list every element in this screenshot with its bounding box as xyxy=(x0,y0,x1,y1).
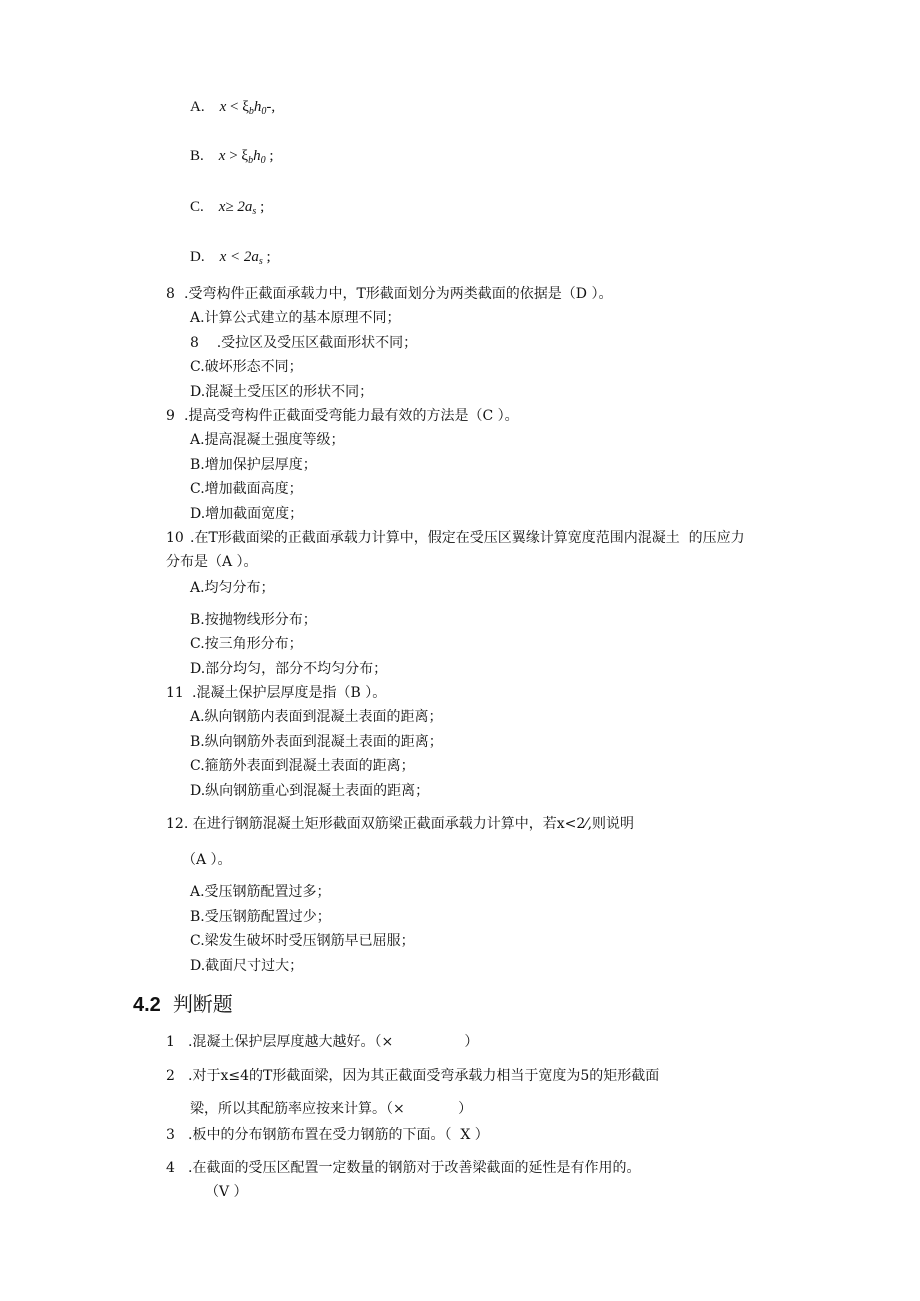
q9-option-d: D.增加截面宽度； xyxy=(190,506,304,522)
question-11 xyxy=(166,684,386,702)
question-9 xyxy=(166,407,519,425)
option-c-math xyxy=(190,198,264,216)
math-var: h xyxy=(253,99,262,115)
math-var: h xyxy=(253,148,261,164)
section-title: 判断题 xyxy=(172,992,233,1016)
question-number: 8 xyxy=(166,286,175,302)
q10-option-b: B.按抛物线形分布； xyxy=(190,612,317,628)
item-number: 2 xyxy=(166,1068,175,1084)
tf-item-4 xyxy=(166,1159,640,1177)
option-b-math xyxy=(190,147,274,165)
question-number: 11 xyxy=(166,685,184,701)
item-number: 4 xyxy=(166,1160,175,1176)
tf-item-3 xyxy=(166,1126,489,1144)
question-12-cont: （A ）。 xyxy=(182,852,232,868)
item-text: .混凝土保护层厚度越大越好。（× ） xyxy=(188,1034,479,1050)
question-number: 9 xyxy=(166,408,175,424)
math-sub: s xyxy=(258,256,263,267)
question-text: .在T形截面梁的正截面承载力计算中，假定在受压区翼缘计算宽度范围内混凝土 的压应力 xyxy=(190,530,745,546)
q12-option-d: D.截面尺寸过大； xyxy=(190,958,304,974)
math-var: x xyxy=(218,148,226,164)
math-sub: b xyxy=(248,155,254,166)
q9-option-c: C.增加截面高度； xyxy=(190,481,303,497)
question-text: .混凝土保护层厚度是指（B ）。 xyxy=(192,685,387,701)
tf-item-2-cont: 梁，所以其配筋率应按来计算。（× ） xyxy=(190,1101,473,1117)
math-rel: > ξ xyxy=(225,148,249,164)
math-var: x xyxy=(219,249,227,265)
math-sub: s xyxy=(252,206,257,217)
item-number: 3 xyxy=(166,1127,175,1143)
q8-option-c: C.破坏形态不同； xyxy=(190,359,303,375)
q12-option-a: A.受压钢筋配置过多； xyxy=(190,884,331,900)
option-letter: B. xyxy=(190,148,204,164)
math-rel: < ξ xyxy=(226,99,249,115)
tf-item-2 xyxy=(166,1067,659,1085)
section-heading xyxy=(133,992,233,1017)
item-text: .板中的分布钢筋布置在受力钢筋的下面。（ X ） xyxy=(188,1127,489,1143)
q9-option-b: B.增加保护层厚度； xyxy=(190,457,317,473)
option-d-math xyxy=(190,248,271,266)
q12-option-b: B.受压钢筋配置过少； xyxy=(190,909,331,925)
q11-option-d: D.纵向钢筋重心到混凝土表面的距离； xyxy=(190,783,430,799)
question-text: .提高受弯构件正截面受弯能力最有效的方法是（C ）。 xyxy=(184,408,519,424)
math-rel: < 2a xyxy=(226,249,259,265)
section-number: 4.2 xyxy=(133,994,161,1016)
math-tail: ; xyxy=(256,199,265,215)
question-12: 12. 在进行钢筋混凝土矩形截面双筋梁正截面承载力计算中，若x<2⁄,则说明 xyxy=(166,816,635,832)
item-text: .在截面的受压区配置一定数量的钢筋对于改善梁截面的延性是有作用的。 xyxy=(188,1160,641,1176)
q10-option-a: A.均匀分布； xyxy=(190,580,275,596)
q12-option-c: C.梁发生破坏时受压钢筋早已屈服； xyxy=(190,933,415,949)
q11-option-a: A.纵向钢筋内表面到混凝土表面的距离； xyxy=(190,709,443,725)
item-text: .对于x≤4的T形截面梁，因为其正截面受弯承载力相当于宽度为5的矩形截面 xyxy=(188,1068,660,1084)
tf-item-4-cont: （V ） xyxy=(205,1184,248,1200)
option-letter: C. xyxy=(190,199,204,215)
q9-option-a: A.提高混凝土强度等级； xyxy=(190,432,345,448)
q11-option-b: B.纵向钢筋外表面到混凝土表面的距离； xyxy=(190,734,443,750)
math-sub: b xyxy=(248,106,254,117)
question-10 xyxy=(166,529,745,547)
question-10-cont: 分布是（A ）。 xyxy=(166,554,258,570)
question-8 xyxy=(166,285,612,303)
math-var: x xyxy=(219,99,227,115)
math-tail: ; xyxy=(262,249,271,265)
tf-item-1 xyxy=(166,1033,478,1051)
q10-option-c: C.按三角形分布； xyxy=(190,636,303,652)
question-number: 10 xyxy=(166,530,184,546)
q8-option-b: 8 .受拉区及受压区截面形状不同； xyxy=(190,335,418,351)
math-sub: 0 xyxy=(261,106,267,117)
math-rel: ≥ 2a xyxy=(225,199,253,215)
q11-option-c: C.箍筋外表面到混凝土表面的距离； xyxy=(190,758,415,774)
option-letter: D. xyxy=(190,249,205,265)
option-letter: A. xyxy=(190,99,205,115)
option-a-math xyxy=(190,98,275,116)
math-sub: 0 xyxy=(260,155,266,166)
math-tail: -, xyxy=(266,99,276,115)
math-var: x xyxy=(218,199,226,215)
math-tail: ; xyxy=(265,148,274,164)
question-text: .受弯构件正截面承载力中，T形截面划分为两类截面的依据是（D ）。 xyxy=(184,286,613,302)
q10-option-d: D.部分均匀，部分不均匀分布； xyxy=(190,661,388,677)
q8-option-a: A.计算公式建立的基本原理不同； xyxy=(190,310,401,326)
item-number: 1 xyxy=(166,1034,175,1050)
q8-option-d: D.混凝土受压区的形状不同； xyxy=(190,384,374,400)
